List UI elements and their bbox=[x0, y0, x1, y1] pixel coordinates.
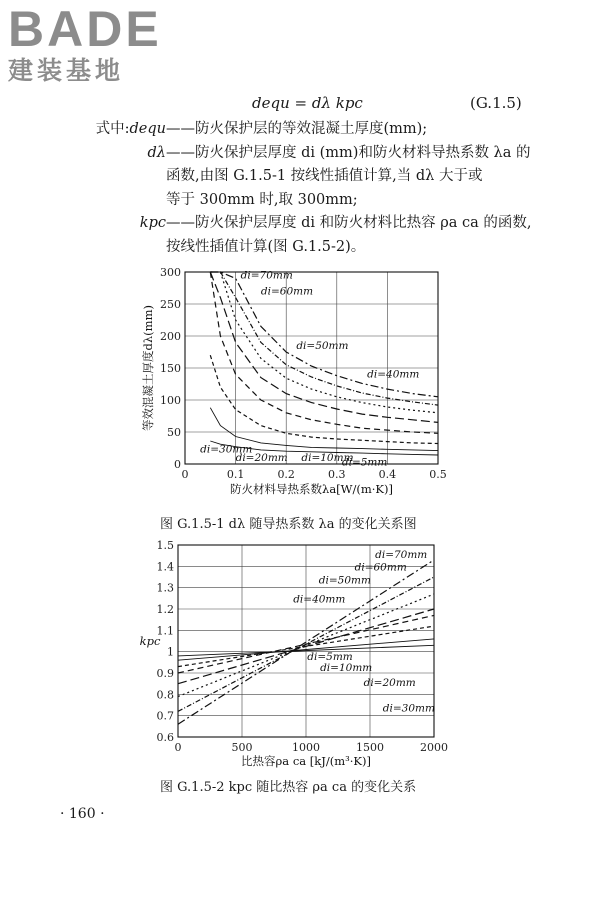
chart1-y-tick-label: 250 bbox=[160, 298, 181, 311]
chart1-x-tick-label: 0.1 bbox=[226, 468, 245, 481]
chart1-series-di-60mm bbox=[210, 272, 438, 405]
chart2-y-tick-label: 0.9 bbox=[156, 667, 174, 680]
chart2-y-tick-label: 1.3 bbox=[156, 581, 174, 595]
chart2-annotation: di=30mm bbox=[382, 702, 435, 715]
chart2-y-tick-label: 1 bbox=[167, 645, 174, 659]
chart2-annotation: di=70mm bbox=[375, 548, 428, 561]
chart2-y-tick-label: 1.4 bbox=[156, 560, 174, 574]
chart2-x-tick-label: 0 bbox=[174, 741, 182, 754]
chart2-caption: 图 G.1.5-2 kpc 随比热容 ρa ca 的变化关系 bbox=[160, 780, 417, 795]
definitions-intro: 式中: bbox=[95, 121, 130, 137]
symbol-d-lambda: dλ bbox=[147, 144, 166, 161]
definition-line: 等于 300mm 时,取 300mm; bbox=[166, 191, 358, 208]
chart1-y-tick-label: 150 bbox=[160, 362, 181, 375]
chart2-y-tick-label: 0.8 bbox=[156, 688, 174, 702]
chart2-y-tick-label: 1.1 bbox=[156, 624, 174, 638]
definition-line: ——防火保护层厚度 di (mm)和防火材料导热系数 λa 的 bbox=[166, 144, 531, 161]
chart2-annotation: di=5mm bbox=[307, 651, 353, 664]
chart1-y-tick-label: 200 bbox=[160, 330, 181, 343]
chart1-x-tick-label: 0.5 bbox=[429, 468, 447, 481]
chart2-y-axis-label: kpc bbox=[139, 634, 161, 648]
chart1-annotation: di=70mm bbox=[240, 269, 293, 282]
chart1-x-tick-label: 0 bbox=[181, 468, 189, 481]
definition-line: ——防火保护层的等效混凝土厚度(mm); bbox=[166, 121, 428, 137]
chart2-x-axis-label: 比热容ρa ca [kJ/(m³·K)] bbox=[241, 754, 371, 768]
chart1-annotation: di=60mm bbox=[260, 285, 314, 298]
chart1-annotation: di=5mm bbox=[341, 456, 388, 469]
chart1-y-tick-label: 50 bbox=[167, 426, 181, 439]
chart1-y-tick-label: 100 bbox=[160, 394, 181, 407]
chart1-y-axis-label: 等效混凝土厚度dλ(mm) bbox=[141, 305, 155, 431]
chart1-x-axis-label: 防火材料导热系数λa[W/(m·K)] bbox=[230, 482, 393, 496]
chart2-x-tick-label: 1500 bbox=[356, 741, 384, 754]
logo-text: BADE bbox=[8, 1, 162, 57]
chart2-y-tick-label: 0.7 bbox=[156, 709, 174, 723]
chart2-annotation: di=60mm bbox=[354, 561, 407, 574]
definition-line: 按线性插值计算(图 G.1.5-2)。 bbox=[166, 238, 366, 255]
chart2-annotation: di=20mm bbox=[363, 676, 416, 689]
chart2-y-tick-label: 1.5 bbox=[156, 539, 174, 552]
logo-subtitle: 建装基地 bbox=[8, 56, 125, 85]
chart2-x-tick-label: 500 bbox=[231, 741, 253, 754]
chart1-caption: 图 G.1.5-1 dλ 随导热系数 λa 的变化关系图 bbox=[160, 517, 417, 532]
definition-line: ——防火保护层厚度 di 和防火材料比热容 ρa ca 的函数, bbox=[166, 215, 532, 231]
chart2-y-tick-label: 1.2 bbox=[156, 603, 174, 616]
chart1-x-tick-label: 0.4 bbox=[378, 468, 397, 481]
chart1-annotation: di=50mm bbox=[296, 339, 349, 352]
chart1-annotation: di=30mm bbox=[200, 443, 253, 456]
formula: dequ = dλ kpc bbox=[252, 94, 363, 112]
chart1-x-tick-label: 0.2 bbox=[277, 468, 295, 481]
formula-number: (G.1.5) bbox=[470, 94, 522, 112]
chart2-annotation: di=10mm bbox=[320, 661, 373, 674]
definition-line: 函数,由图 G.1.5-1 按线性插值计算,当 dλ 大于或 bbox=[166, 168, 483, 184]
page-number: · 160 · bbox=[60, 806, 105, 822]
chart2-x-tick-label: 1000 bbox=[292, 741, 320, 754]
chart1-annotation: di=40mm bbox=[367, 368, 420, 381]
symbol-k-pc: kpc bbox=[139, 215, 166, 231]
chart2-annotation: di=40mm bbox=[293, 593, 346, 606]
chart1-y-tick-label: 300 bbox=[160, 266, 181, 279]
chart1-x-tick-label: 0.3 bbox=[328, 468, 346, 481]
chart1-y-tick-label: 0 bbox=[174, 458, 181, 471]
chart2-x-tick-label: 2000 bbox=[420, 741, 448, 754]
chart1-annotation: di=10mm bbox=[301, 451, 354, 464]
chart2-annotation: di=50mm bbox=[318, 574, 371, 587]
symbol-d-equ: dequ bbox=[129, 121, 166, 137]
chart1-annotation: di=20mm bbox=[235, 451, 288, 464]
chart2-y-tick-label: 0.6 bbox=[156, 731, 174, 744]
